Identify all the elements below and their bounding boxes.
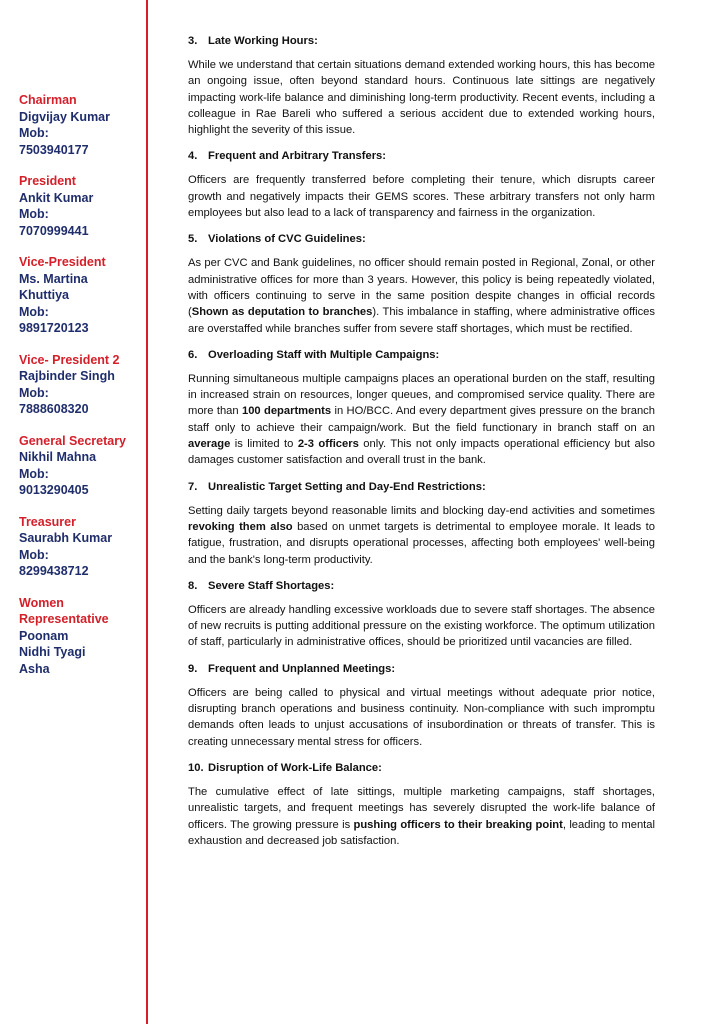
office-bearer-block: [19, 92, 139, 158]
section-heading: [188, 480, 655, 495]
section-title: Disruption of Work-Life Balance:: [208, 761, 382, 774]
office-bearer-detail: Nikhil Mahna: [19, 450, 97, 464]
section-paragraph: [188, 602, 655, 651]
section-number: 8.: [188, 579, 198, 592]
text-run: Setting daily targets beyond reasonable limits and blocking day-end activities and sometimes: [188, 504, 655, 517]
section-title: Frequent and Arbitrary Transfers:: [208, 150, 387, 163]
section-title: Unrealistic Target Setting and Day-End Restrictions:: [208, 480, 486, 493]
section-title: Frequent and Unplanned Meetings:: [208, 662, 396, 675]
office-bearer-detail: 7888608320: [19, 402, 89, 416]
section-heading: [188, 348, 655, 363]
section-number: 10.: [188, 761, 204, 774]
office-bearer-detail: 9013290405: [19, 483, 89, 497]
section-number: 6.: [188, 348, 198, 361]
section-title: Severe Staff Shortages:: [208, 579, 335, 592]
office-bearer-detail: 7503940177: [19, 142, 89, 157]
text-run: Officers are frequently transferred before completing their tenure, which disrupts career growth and negatively impacts their GEMS scores. These arbitrary transfers not only harm employees but also lead to a lack of transparency and fairness in the organization.: [188, 174, 655, 220]
office-bearer-detail: Poonam: [19, 628, 69, 643]
section-paragraph: [188, 255, 655, 336]
bold-text: 2-3 officers: [297, 438, 359, 451]
text-run: only. This not only impacts operational efficiency but also damages customer satisfaction and overall trust in the bank.: [188, 438, 655, 467]
section-number: 3.: [188, 35, 198, 47]
section-number: 5.: [188, 233, 198, 246]
section-paragraph: [188, 784, 655, 849]
office-bearer-role: General Secretary: [19, 433, 127, 448]
office-bearer-block: [19, 514, 139, 580]
section-number: 9.: [188, 662, 198, 675]
bold-text: pushing officers to their breaking point: [353, 818, 563, 831]
section-paragraph: [188, 172, 655, 221]
office-bearers-sidebar: [19, 92, 139, 692]
section-heading: [188, 34, 655, 49]
text-run: ). This imbalance in staffing, where administrative offices are overstaffed while branches suffer from severe staff shortages, which must be rectified.: [188, 306, 655, 335]
office-bearer-detail: Digvijay Kumar: [19, 109, 111, 124]
office-bearer-detail: Khuttiya: [19, 288, 69, 302]
section-paragraph: [188, 371, 655, 469]
office-bearer-block: [19, 352, 139, 418]
policy-section: [188, 34, 655, 138]
office-bearer-detail: Saurabh Kumar: [19, 531, 113, 545]
section-number: 7.: [188, 480, 198, 493]
office-bearer-role: Vice- President 2: [19, 352, 120, 367]
section-title: Late Working Hours:: [208, 35, 318, 47]
office-bearer-detail: Rajbinder Singh: [19, 369, 115, 383]
office-bearer-detail: Mob:: [19, 385, 49, 400]
text-run: in HO/BCC. And every department gives pressure on the branch staff only to achieve their campaign/work. But the field functionary in branch staff on an: [188, 405, 655, 434]
text-run: Officers are already handling excessive workloads due to severe staff shortages. The absence of new recruits is putting additional pressure on the existing workforce. The optimum utilization of staff, particularly in administrative offices, should be prioritized until vacancies are filled.: [188, 603, 655, 649]
office-bearer-detail: Mob:: [19, 207, 49, 221]
text-run: , leading to mental exhaustion and decreased job satisfaction.: [188, 818, 655, 847]
office-bearer-detail: Ankit Kumar: [19, 190, 94, 205]
office-bearer-detail: Mob:: [19, 126, 49, 140]
text-run: Running simultaneous multiple campaigns places an operational burden on the staff, resulting in increased strain on resources, longer queues, and compromised service quality. There are more than: [188, 372, 655, 418]
section-heading: [188, 662, 655, 677]
office-bearer-detail: Mob:: [19, 304, 49, 319]
section-title: Overloading Staff with Multiple Campaigns:: [208, 348, 440, 361]
section-heading: [188, 149, 655, 164]
bold-text: Shown as deputation to branches: [191, 306, 373, 319]
section-heading: [188, 579, 655, 594]
document-body: [188, 34, 655, 860]
text-run: As per CVC and Bank guidelines, no officer should remain posted in Regional, Zonal, or other administrative offices for more than 3 years. However, this policy is being repeatedly violated, with officers continuing to serve in the same position despite changes in official records (: [188, 257, 655, 319]
bold-text: 100 departments: [241, 405, 332, 418]
office-bearer-detail: 8299438712: [19, 564, 89, 578]
section-paragraph: [188, 57, 655, 138]
section-heading: [188, 232, 655, 247]
policy-section: [188, 149, 655, 221]
office-bearer-detail: Mob:: [19, 547, 49, 562]
text-run: While we understand that certain situations demand extended working hours, this has become an ongoing issue, often beyond standard hours. Continuous late sittings are negatively impacting work-life balance and diminishing long-term productivity. Recent events, including a colleague in Rae Bareli who suffered a serious accident due to extended working hours, highlight the severity of this issue.: [188, 59, 655, 137]
policy-section: [188, 761, 655, 849]
text-run: Officers are being called to physical and virtual meetings without adequate prior notice, disrupting branch operations and business continuity. Non-compliance with such impromptu demands often leads to unjust accusations of insubordination or threats of transfer. This is creating unnecessary mental stress for officers.: [188, 686, 655, 748]
policy-section: [188, 348, 655, 469]
office-bearer-role: Women Representative: [19, 595, 109, 626]
office-bearer-role: Chairman: [19, 93, 77, 107]
section-paragraph: [188, 685, 655, 750]
bold-text: revoking them also: [188, 520, 293, 533]
office-bearer-detail: Ms. Martina: [19, 271, 88, 286]
policy-section: [188, 232, 655, 336]
policy-section: [188, 662, 655, 750]
office-bearer-block: [19, 595, 139, 678]
text-run: The cumulative effect of late sittings, multiple marketing campaigns, staff shortages, unrealistic targets, and frequent meetings has severely disrupted the work-life balance of officers. The growing pressure is: [188, 785, 655, 831]
office-bearer-detail: Mob:: [19, 466, 49, 481]
office-bearer-role: President: [19, 174, 76, 188]
section-number: 4.: [188, 150, 198, 163]
section-heading: [188, 761, 655, 776]
office-bearer-detail: Asha: [19, 661, 50, 676]
office-bearer-detail: 9891720123: [19, 321, 89, 335]
policy-section: [188, 480, 655, 568]
section-paragraph: [188, 503, 655, 568]
text-run: based on unmet targets is detrimental to employee morale. It leads to fatigue, frustration, and disrupts operational processes, affecting both employees' well-being and the bank's long-term productivity.: [188, 520, 655, 566]
office-bearer-detail: Nidhi Tyagi: [19, 645, 86, 659]
office-bearer-role: Treasurer: [19, 514, 76, 529]
office-bearer-block: [19, 433, 139, 499]
office-bearer-role: Vice-President: [19, 255, 106, 269]
office-bearer-detail: 7070999441: [19, 223, 89, 238]
office-bearer-block: [19, 254, 139, 337]
text-run: is limited to: [230, 438, 298, 451]
office-bearer-block: [19, 173, 139, 239]
section-title: Violations of CVC Guidelines:: [208, 233, 366, 246]
bold-text: average: [188, 438, 231, 451]
policy-section: [188, 579, 655, 651]
sidebar-divider: [146, 0, 148, 1024]
